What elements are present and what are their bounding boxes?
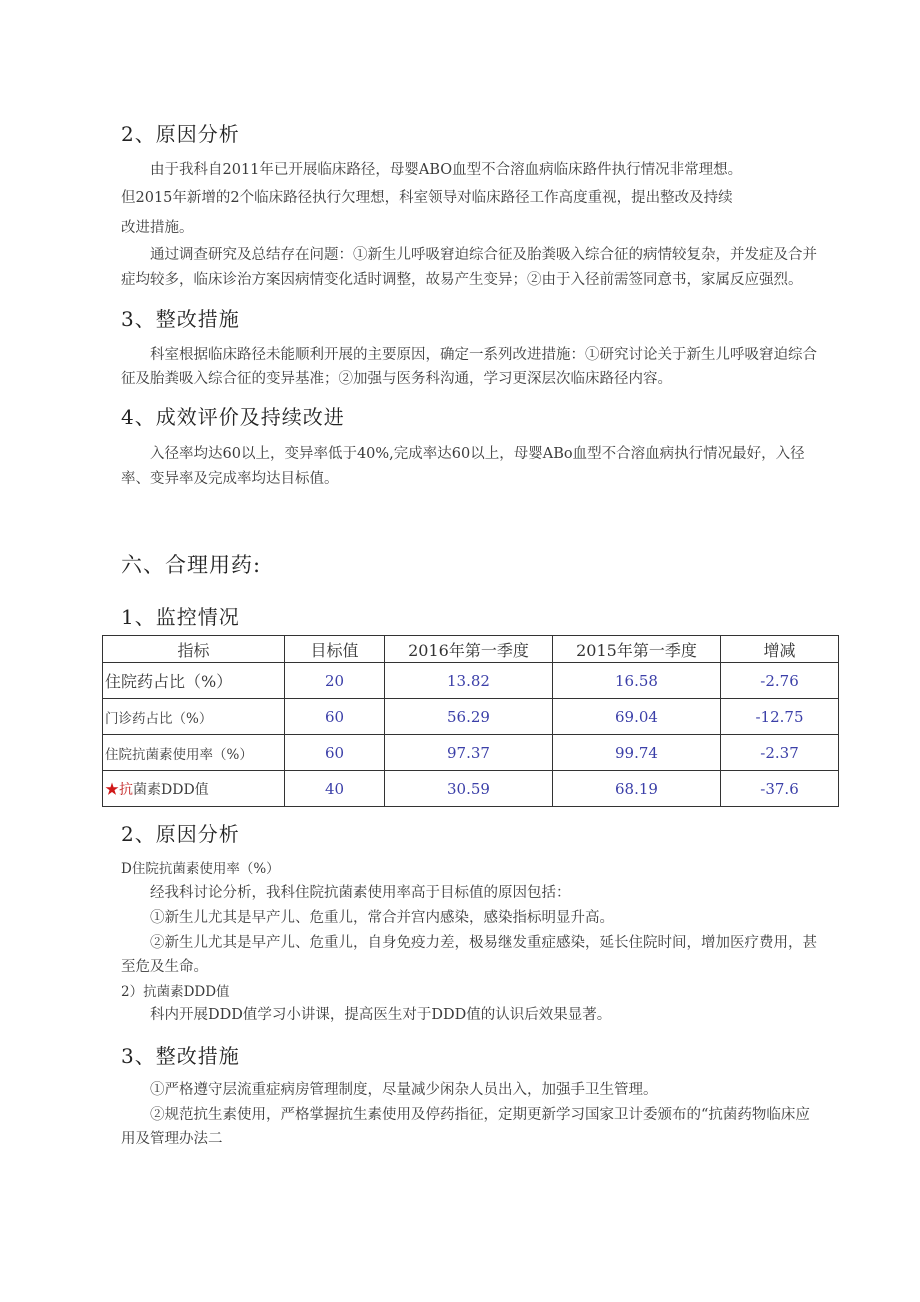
reason2-line-7: 科内开展DDD值学习小讲课，提高医生对于DDD值的认识后效果显著。 xyxy=(150,1007,612,1023)
header-target: 目标值 xyxy=(285,636,385,663)
table-row xyxy=(103,771,839,807)
heading-reason-analysis-2: 2、原因分析 xyxy=(121,822,240,846)
reason2-line-5: 至危及生命。 xyxy=(121,959,208,975)
cell-indicator xyxy=(103,771,285,807)
star-icon: ★ xyxy=(105,781,119,798)
heading-monitoring: 1、监控情况 xyxy=(121,605,240,629)
reason2-line-4: ②新生儿尤其是早产儿、危重儿，自身免疫力差，极易继发重症感染，延长住院时间，增加医疗费用，甚 xyxy=(150,935,817,951)
heading-fix-measures-1: 3、整改措施 xyxy=(121,307,240,331)
heading-fix-measures-2: 3、整改措施 xyxy=(121,1044,240,1068)
cell-target: 60 xyxy=(285,699,385,735)
cell-target: 20 xyxy=(285,663,385,699)
fix-line-1: 科室根据临床路径未能顺利开展的主要原因，确定一系列改进措施：①研究讨论关于新生儿呼吸窘迫综合 xyxy=(150,347,817,363)
cell-q1-2016: 30.59 xyxy=(385,771,553,807)
fix2-line-3: 用及管理办法二 xyxy=(121,1131,223,1147)
fix2-line-1: ①严格遵守层流重症病房管理制度，尽量减少闲杂人员出入，加强手卫生管理。 xyxy=(150,1082,658,1098)
header-q1-2016: 2016年第一季度 xyxy=(385,636,553,663)
reason-line-2: 但2015年新增的2个临床路径执行欠理想，科室领导对临床路径工作高度重视，提出整改及持续 xyxy=(121,190,733,206)
cell-q1-2016: 56.29 xyxy=(385,699,553,735)
cell-indicator: 住院抗菌素使用率（%） xyxy=(103,735,285,771)
reason2-line-6: 2）抗菌素DDD值 xyxy=(121,984,230,1000)
table-row xyxy=(103,735,839,771)
cell-change: -2.76 xyxy=(721,663,839,699)
reason-line-4: 通过调查研究及总结存在问题：①新生儿呼吸窘迫综合征及胎粪吸入综合征的病情较复杂，并发症及合并 xyxy=(150,247,817,263)
eval-line-1: 入径率均达60以上，变异率低于40%,完成率达60以上，母婴ABo血型不合溶血病执行情况最好，入径 xyxy=(150,446,805,462)
reason-line-5: 症均较多，临床诊治方案因病情变化适时调整，故易产生变异；②由于入径前需签同意书，家属反应强烈。 xyxy=(121,272,803,288)
table-header-row xyxy=(103,636,839,663)
table-row xyxy=(103,699,839,735)
fix-line-2: 征及胎粪吸入综合征的变异基准；②加强与医务科沟通，学习更深层次临床路径内容。 xyxy=(121,371,672,387)
cell-target: 60 xyxy=(285,735,385,771)
header-indicator: 指标 xyxy=(103,636,285,663)
cell-indicator-rest: 菌素DDD值 xyxy=(133,781,209,798)
cell-change: -37.6 xyxy=(721,771,839,807)
table-row xyxy=(103,663,839,699)
reason2-line-1: D住院抗菌素使用率（%） xyxy=(121,861,280,877)
cell-indicator: 门诊药占比（%） xyxy=(103,699,285,735)
fix2-line-2: ②规范抗生素使用，严格掌握抗生素使用及停药指征，定期更新学习国家卫计委颁布的“抗菌药物临床应 xyxy=(150,1107,810,1123)
header-change: 增减 xyxy=(721,636,839,663)
cell-change: -12.75 xyxy=(721,699,839,735)
cell-q1-2015: 69.04 xyxy=(553,699,721,735)
reason-line-1: 由于我科自2011年已开展临床路径，母婴ABO血型不合溶血病临床路件执行情况非常理想。 xyxy=(150,162,743,178)
cell-target: 40 xyxy=(285,771,385,807)
monitoring-table xyxy=(102,635,839,807)
reason2-line-2: 经我科讨论分析，我科住院抗菌素使用率高于目标值的原因包括： xyxy=(150,885,571,901)
cell-change: -2.37 xyxy=(721,735,839,771)
eval-line-2: 率、变异率及完成率均达目标值。 xyxy=(121,471,339,487)
reason2-line-3: ①新生儿尤其是早产儿、危重儿，常合并宫内感染，感染指标明显升高。 xyxy=(150,910,614,926)
cell-q1-2015: 99.74 xyxy=(553,735,721,771)
header-q1-2015: 2015年第一季度 xyxy=(553,636,721,663)
reason-line-3: 改进措施。 xyxy=(121,220,194,236)
cell-q1-2015: 68.19 xyxy=(553,771,721,807)
cell-indicator: 住院药占比（%） xyxy=(103,663,285,699)
heading-evaluation: 4、成效评价及持续改进 xyxy=(121,405,345,429)
cell-q1-2015: 16.58 xyxy=(553,663,721,699)
section-title-rational-drug-use: 六、合理用药: xyxy=(121,553,262,577)
cell-q1-2016: 97.37 xyxy=(385,735,553,771)
cell-indicator-red-char: 抗 xyxy=(119,781,133,798)
heading-reason-analysis-1: 2、原因分析 xyxy=(121,122,240,146)
cell-q1-2016: 13.82 xyxy=(385,663,553,699)
